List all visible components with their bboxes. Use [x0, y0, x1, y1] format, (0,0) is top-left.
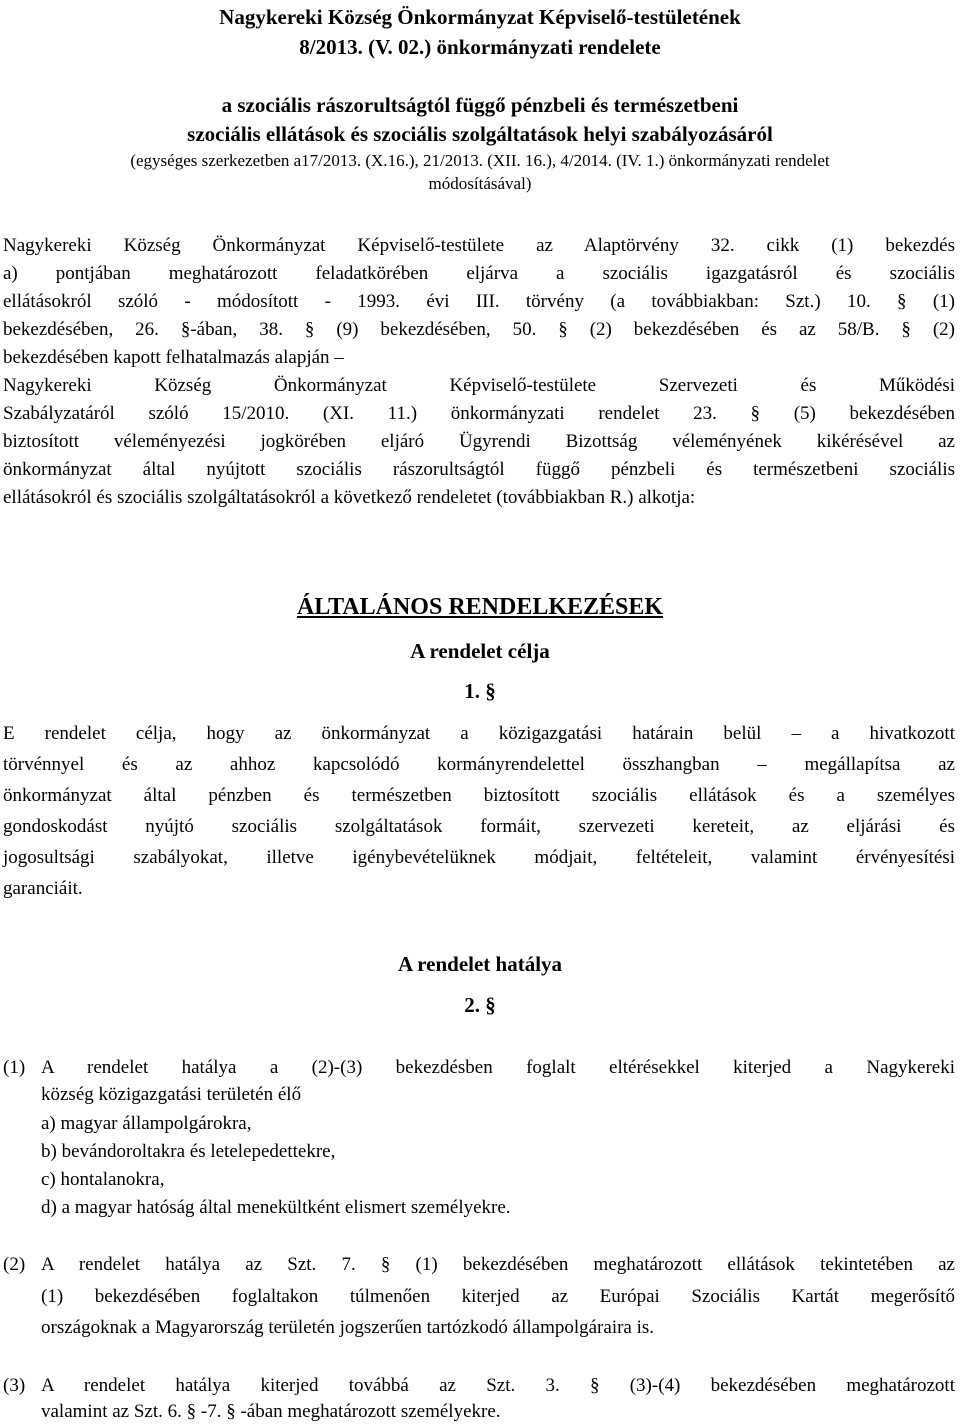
- section-heading: ÁLTALÁNOS RENDELKEZÉSEK: [296, 594, 664, 620]
- consolidation-note-line-2: módosításával): [428, 174, 532, 193]
- subsection-number: (2): [3, 1254, 26, 1275]
- paragraph-1-line: önkormányzat által pénzben és természetben biztosított szociális ellátások és a személyes: [3, 785, 955, 806]
- paragraph-1-line: törvénnyel és az ahhoz kapcsolódó kormányrendelettel összhangban – megállapítsa az: [3, 754, 955, 775]
- subsection-1-line: A rendelet hatálya a (2)-(3) bekezdésben foglalt eltérésekkel kiterjed a Nagykereki: [41, 1057, 955, 1078]
- paragraph-number-1: 1. §: [464, 679, 496, 703]
- preamble-line: Szabályzatáról szóló 15/2010. (XI. 11.) önkormányzati rendelet 23. § (5) bekezdésében: [3, 403, 955, 424]
- preamble-line: ellátásokról és szociális szolgáltatásokról a következő rendeletet (továbbiakban R.) alkotja:: [3, 487, 696, 508]
- preamble-line: Nagykereki Község Önkormányzat Képviselő-testülete Szervezeti és Működési: [3, 375, 955, 396]
- list-item: c) hontalanokra,: [41, 1169, 165, 1190]
- decree-title-line-2: szociális ellátások és szociális szolgáltatások helyi szabályozásáról: [187, 122, 773, 146]
- paragraph-1-line: garanciáit.: [3, 878, 83, 899]
- subsection-2-line: (1) bekezdésében foglaltakon túlmenően kiterjed az Európai Szociális Kartát megerősítő: [41, 1286, 955, 1307]
- subsection-2-line: A rendelet hatálya az Szt. 7. § (1) bekezdésében meghatározott ellátások tekintetében az: [41, 1254, 955, 1275]
- consolidation-note-line-1: (egységes szerkezetben a17/2013. (X.16.), 21/2013. (XII. 16.), 4/2014. (IV. 1.) önkormányzati rendelet: [130, 151, 830, 170]
- subsection-number: (3): [3, 1375, 26, 1396]
- issuer-title: Nagykereki Község Önkormányzat Képviselő-testületének: [219, 5, 741, 29]
- decree-number: 8/2013. (V. 02.) önkormányzati rendelete: [299, 35, 661, 59]
- preamble-line: Nagykereki Község Önkormányzat Képviselő-testülete az Alaptörvény 32. cikk (1) bekezdés: [3, 235, 955, 256]
- decree-title-line-1: a szociális rászorultságtól függő pénzbeli és természetbeni: [221, 93, 739, 117]
- preamble-line: önkormányzat által nyújtott szociális rászorultságtól függő pénzbeli és természetbeni szociális: [3, 459, 955, 480]
- preamble-line: ellátásokról szóló - módosított - 1993. évi III. törvény (a továbbiakban: Szt.) 10. § (1): [3, 291, 955, 312]
- paragraph-1-line: E rendelet célja, hogy az önkormányzat a közigazgatási határain belül – a hivatkozott: [3, 723, 955, 744]
- subsection-1-line: község közigazgatási területén élő: [41, 1084, 302, 1105]
- list-item: d) a magyar hatóság által menekültként elismert személyekre.: [41, 1197, 511, 1218]
- subsection-2-line: országoknak a Magyarország területén jogszerűen tartózkodó állampolgáraira is.: [41, 1317, 655, 1338]
- paragraph-1-line: jogosultsági szabályokat, illetve igénybevételüknek módjait, feltételeit, valamint érvényesítési: [3, 847, 955, 868]
- list-item: a) magyar állampolgárokra,: [41, 1113, 252, 1134]
- list-item: b) bevándoroltakra és letelepedettekre,: [41, 1141, 336, 1162]
- subsection-3-line: A rendelet hatálya kiterjed továbbá az Szt. 3. § (3)-(4) bekezdésében meghatározott: [41, 1375, 955, 1396]
- preamble-line: bekezdésében, 26. §-ában, 38. § (9) bekezdésében, 50. § (2) bekezdésében és az 58/B. § (2): [3, 319, 955, 340]
- subsection-3-line: valamint az Szt. 6. § -7. § -ában meghatározott személyekre.: [41, 1401, 501, 1422]
- subheading-purpose: A rendelet célja: [410, 639, 550, 663]
- preamble-line: bekezdésében kapott felhatalmazás alapján –: [3, 347, 344, 368]
- subsection-number: (1): [3, 1057, 26, 1078]
- preamble-line: biztosított véleményezési jogkörében eljáró Ügyrendi Bizottság véleményének kikérésével az: [3, 431, 955, 452]
- paragraph-1-line: gondoskodást nyújtó szociális szolgáltatások formáit, szervezeti kereteit, az eljárási és: [3, 816, 955, 837]
- subheading-scope: A rendelet hatálya: [397, 952, 563, 976]
- paragraph-number-2: 2. §: [464, 993, 496, 1017]
- preamble-line: a) pontjában meghatározott feladatkörében eljárva a szociális igazgatásról és szociális: [3, 263, 955, 284]
